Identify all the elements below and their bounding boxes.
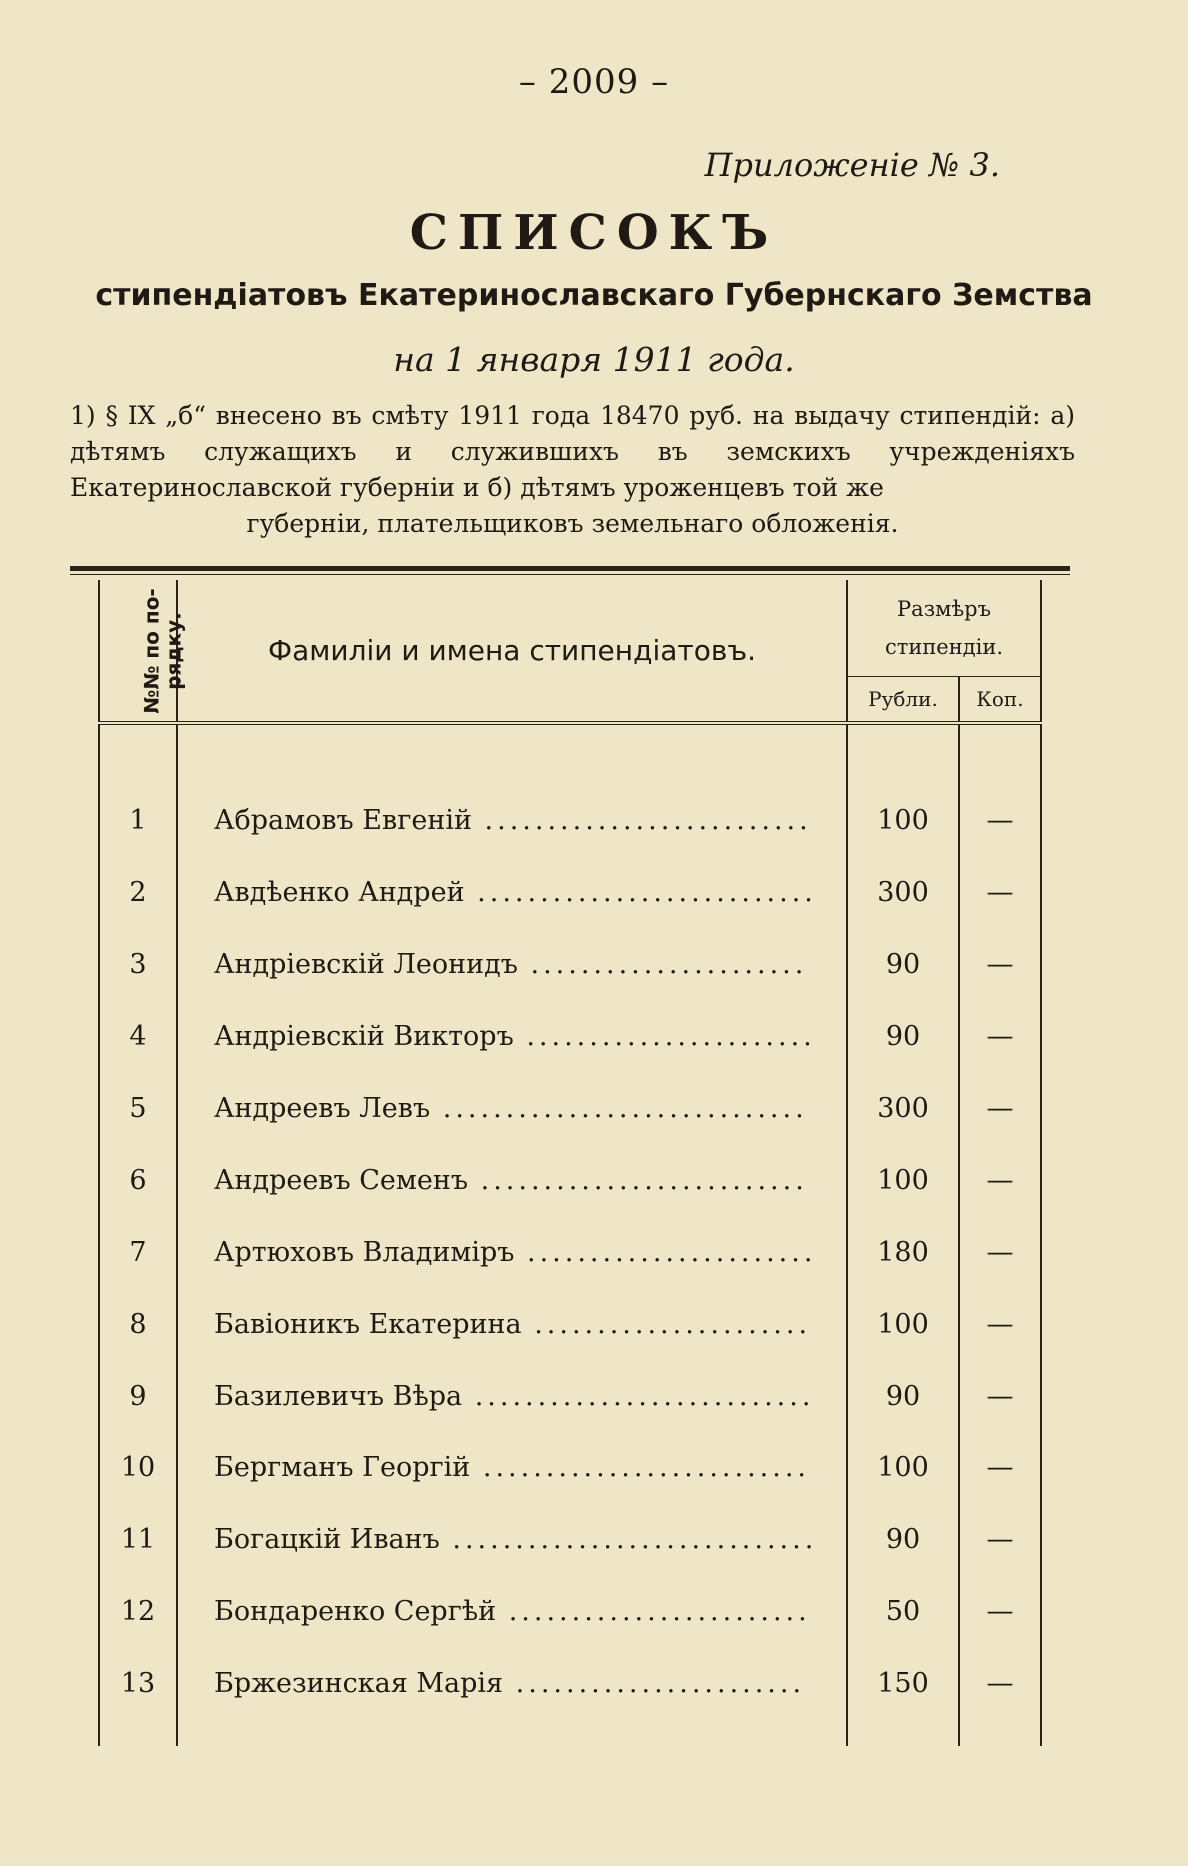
- table-top-rule-thin: [70, 574, 1070, 575]
- row-number: 10: [99, 1432, 177, 1504]
- row-number: 6: [99, 1144, 177, 1216]
- row-name-cell: [177, 1648, 847, 1720]
- table-row: [99, 1648, 1041, 1720]
- row-number: 9: [99, 1360, 177, 1432]
- row-kopecks: —: [959, 1144, 1041, 1216]
- header-size-line2: стипендіи.: [884, 635, 1004, 659]
- table-bottom-space: [99, 1720, 1041, 1746]
- row-name: Бергманъ Георгій: [214, 1452, 471, 1484]
- row-kopecks: —: [959, 1001, 1041, 1073]
- table-row: [99, 1073, 1041, 1145]
- row-number: 2: [99, 857, 177, 929]
- row-rubles: 100: [847, 1432, 959, 1504]
- row-kopecks: —: [959, 785, 1041, 857]
- intro-text-last: губерніи, плательщиковъ земельнаго обложенія.: [246, 509, 899, 538]
- row-name-cell: [177, 1504, 847, 1576]
- row-leader-dots: .......................: [514, 1236, 817, 1268]
- row-leader-dots: ..........................: [468, 1164, 808, 1196]
- row-name: Артюховъ Владиміръ: [214, 1236, 515, 1268]
- row-name-cell: [177, 857, 847, 929]
- row-name-cell: [177, 929, 847, 1001]
- header-size-line1: Размѣръ: [897, 597, 991, 621]
- row-name-cell: [177, 1073, 847, 1145]
- row-leader-dots: .......................: [513, 1021, 816, 1053]
- row-kopecks: —: [959, 857, 1041, 929]
- table-row: [99, 1576, 1041, 1648]
- table-row: [99, 1001, 1041, 1073]
- row-kopecks: —: [959, 1360, 1041, 1432]
- row-number: 11: [99, 1504, 177, 1576]
- table-row: [99, 1432, 1041, 1504]
- row-name: Бавіоникъ Екатерина: [214, 1308, 522, 1340]
- row-name: Богацкій Иванъ: [214, 1524, 440, 1556]
- row-name-cell: [177, 1144, 847, 1216]
- row-rubles: 100: [847, 1288, 959, 1360]
- row-name-cell: [177, 1001, 847, 1073]
- row-kopecks: —: [959, 1432, 1041, 1504]
- row-kopecks: —: [959, 1504, 1041, 1576]
- table-row: [99, 857, 1041, 929]
- row-name: Андріевскій Леонидъ: [214, 949, 518, 981]
- row-number: 4: [99, 1001, 177, 1073]
- header-rub: Рубли.: [847, 677, 959, 724]
- row-rubles: 90: [847, 1360, 959, 1432]
- row-kopecks: —: [959, 1073, 1041, 1145]
- table-top-rule: [70, 566, 1070, 571]
- row-name: Абрамовъ Евгеній: [214, 805, 472, 837]
- row-rubles: 300: [847, 857, 959, 929]
- page-number: – 2009 –: [518, 62, 670, 102]
- row-name: Андріевскій Викторъ: [214, 1021, 514, 1053]
- row-name: Бондаренко Сергѣй: [214, 1596, 497, 1628]
- row-name: Базилевичъ Вѣра: [214, 1380, 463, 1412]
- row-name-cell: [177, 1360, 847, 1432]
- table-row: [99, 1144, 1041, 1216]
- intro-paragraph: [70, 398, 1075, 542]
- table-row: [99, 1360, 1041, 1432]
- table-row: [99, 1288, 1041, 1360]
- row-number: 12: [99, 1576, 177, 1648]
- row-name-cell: [177, 1216, 847, 1288]
- table-row: [99, 1216, 1041, 1288]
- row-kopecks: —: [959, 1648, 1041, 1720]
- row-kopecks: —: [959, 929, 1041, 1001]
- row-name-cell: [177, 1432, 847, 1504]
- header-number-label: №№ по по- рядку.: [139, 587, 186, 714]
- header-kop: Коп.: [959, 677, 1041, 724]
- row-rubles: 100: [847, 1144, 959, 1216]
- row-leader-dots: ..........................: [470, 1452, 811, 1484]
- row-number: 13: [99, 1648, 177, 1720]
- table-spacer: [99, 723, 1041, 785]
- header-size: [847, 580, 1041, 677]
- header-number: [99, 580, 186, 723]
- row-rubles: 90: [847, 1001, 959, 1073]
- row-number: 1: [99, 785, 177, 857]
- row-rubles: 180: [847, 1216, 959, 1288]
- row-number: 8: [99, 1288, 177, 1360]
- table-row: [99, 1504, 1041, 1576]
- row-leader-dots: ...........................: [462, 1380, 815, 1412]
- row-leader-dots: ...........................: [464, 877, 817, 909]
- date-line: на 1 января 1911 года.: [393, 340, 795, 379]
- document-subtitle: стипендіатовъ Екатеринославскаго Губернскаго Земства: [95, 278, 1093, 313]
- appendix-label: Приложеніе № 3.: [704, 146, 1000, 184]
- row-rubles: 100: [847, 785, 959, 857]
- row-name: Андреевъ Семенъ: [214, 1164, 469, 1196]
- row-rubles: 150: [847, 1648, 959, 1720]
- table-row: [99, 929, 1041, 1001]
- row-kopecks: —: [959, 1576, 1041, 1648]
- row-name-cell: [177, 1288, 847, 1360]
- row-rubles: 90: [847, 1504, 959, 1576]
- row-rubles: 90: [847, 929, 959, 1001]
- row-leader-dots: .............................: [439, 1524, 818, 1556]
- row-leader-dots: ......................: [517, 949, 808, 981]
- row-kopecks: —: [959, 1216, 1041, 1288]
- row-name-cell: [177, 1576, 847, 1648]
- row-rubles: 50: [847, 1576, 959, 1648]
- document-title: СПИСОКЪ: [409, 205, 779, 261]
- row-name: Авдѣенко Андрей: [214, 877, 465, 909]
- row-leader-dots: ..........................: [471, 805, 812, 837]
- row-name: Андреевъ Левъ: [214, 1093, 431, 1124]
- row-number: 7: [99, 1216, 177, 1288]
- row-kopecks: —: [959, 1288, 1041, 1360]
- row-number: 3: [99, 929, 177, 1001]
- row-leader-dots: .......................: [503, 1668, 806, 1700]
- row-name-cell: [177, 785, 847, 857]
- intro-text: 1) § IX „б“ внесено въ смѣту 1911 года 18470 руб. на выдачу стипендій: а) дѣтямъ служащихъ и служившихъ въ земскихъ учрежденіяхъ Екатеринославской губерніи и б) дѣтямъ уроженцевъ той же: [70, 401, 1075, 502]
- row-name: Бржезинская Марія: [214, 1668, 504, 1700]
- row-leader-dots: ........................: [496, 1596, 811, 1628]
- row-number: 5: [99, 1073, 177, 1145]
- row-rubles: 300: [847, 1073, 959, 1145]
- table-row: [99, 785, 1041, 857]
- row-leader-dots: ......................: [521, 1308, 812, 1340]
- stipend-table: [98, 580, 1042, 1746]
- header-name: Фамиліи и имена стипендіатовъ.: [177, 580, 847, 723]
- row-leader-dots: .............................: [430, 1093, 808, 1124]
